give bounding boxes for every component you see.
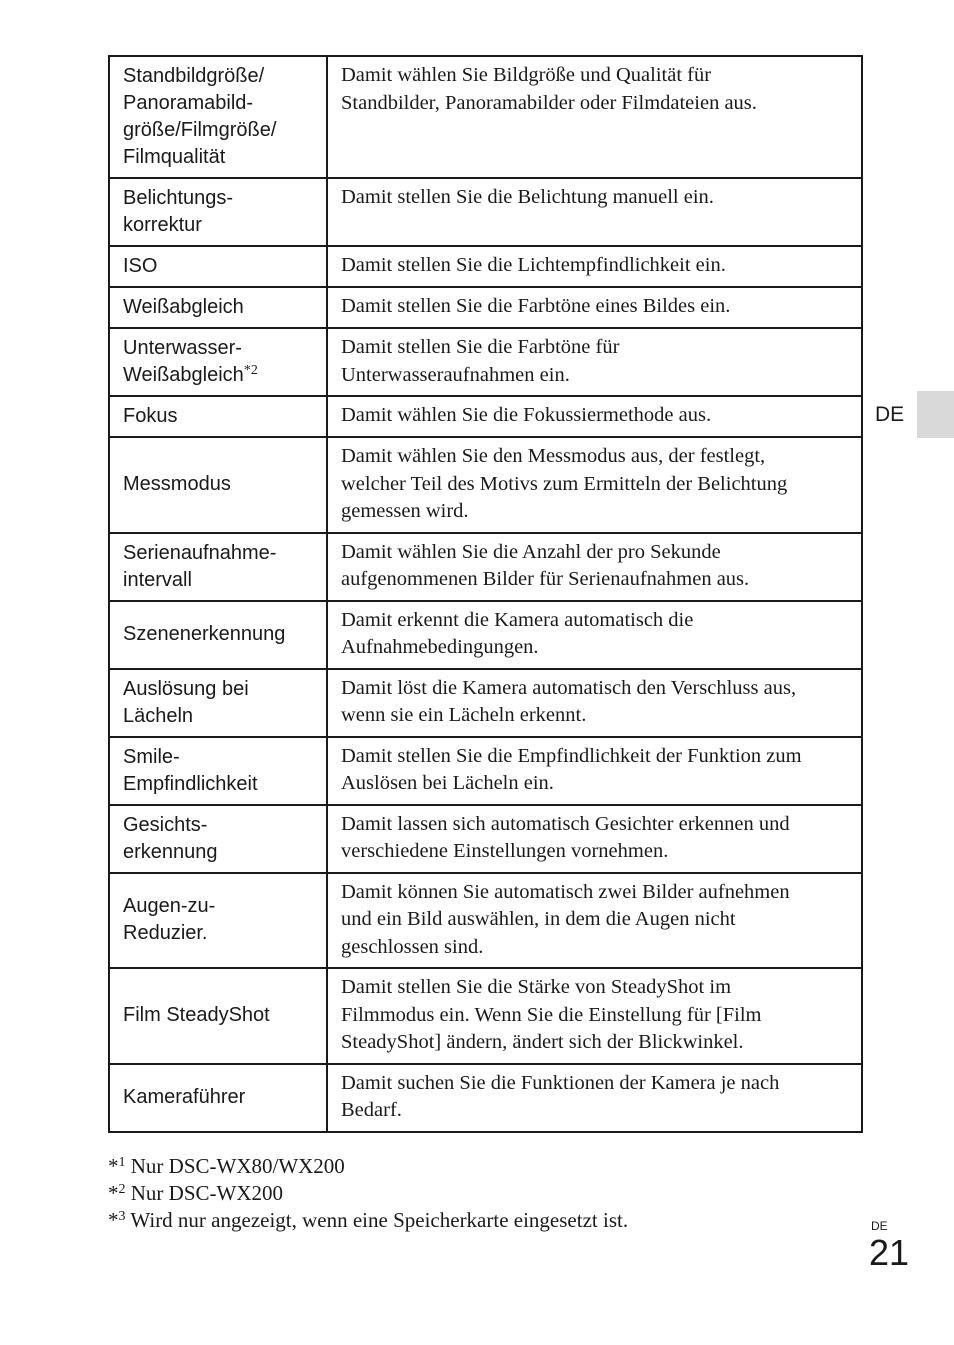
setting-name-line: intervall xyxy=(123,568,192,591)
settings-row xyxy=(109,805,862,873)
footnote-1 xyxy=(108,1153,628,1180)
settings-row xyxy=(109,533,862,601)
setting-name-line: Gesichts- xyxy=(123,813,208,836)
footnote-2 xyxy=(108,1180,628,1207)
footnote-text: Nur DSC-WX200 xyxy=(130,1181,283,1205)
setting-name xyxy=(109,246,327,287)
setting-description-line: aufgenommenen Bilder für Serienaufnahmen aus. xyxy=(341,568,750,590)
setting-name-line: Kameraführer xyxy=(123,1086,246,1108)
setting-name-line: Serienaufnahme- xyxy=(123,541,277,564)
setting-name-line: Reduzier. xyxy=(123,922,208,945)
settings-row xyxy=(109,968,862,1064)
setting-description-line: Damit löst die Kamera automatisch den Verschluss aus, xyxy=(341,676,797,699)
settings-row xyxy=(109,396,862,437)
setting-name-line: Panoramabild- xyxy=(123,92,254,114)
setting-name-line: Belichtungs- xyxy=(123,187,234,209)
setting-description-line: Damit können Sie automatisch zwei Bilder aufnehmen xyxy=(341,880,790,903)
setting-description-line: Damit stellen Sie die Farbtöne eines Bildes ein. xyxy=(341,295,731,317)
setting-description-line: Damit stellen Sie die Lichtempfindlichkeit ein. xyxy=(341,254,726,276)
setting-name-line: Szenenerkennung xyxy=(123,623,286,645)
setting-name xyxy=(109,287,327,328)
setting-name xyxy=(109,737,327,805)
setting-name-line: Weißabgleich xyxy=(123,364,244,386)
setting-description-line: SteadyShot] ändern, ändert sich der Blickwinkel. xyxy=(341,1031,744,1053)
settings-row xyxy=(109,1064,862,1132)
footnotes xyxy=(108,1153,628,1234)
setting-description-line: Unterwasseraufnahmen ein. xyxy=(341,363,570,386)
setting-description-line: Damit lassen sich automatisch Gesichter erkennen und xyxy=(341,812,790,835)
setting-name xyxy=(109,56,327,178)
settings-row xyxy=(109,437,862,533)
setting-description-line: Damit stellen Sie die Farbtöne für xyxy=(341,336,620,358)
footnote-text: Wird nur angezeigt, wenn eine Speicherkarte eingesetzt ist. xyxy=(130,1208,629,1232)
setting-name xyxy=(109,396,327,437)
setting-name-line: Filmqualität xyxy=(123,146,226,168)
settings-row xyxy=(109,246,862,287)
setting-name-line: Film SteadyShot xyxy=(123,1004,270,1027)
setting-name-line: größe/Filmgröße/ xyxy=(123,119,277,141)
setting-description xyxy=(327,287,862,328)
setting-description-line: und ein Bild auswählen, in dem die Augen nicht xyxy=(341,908,736,930)
settings-row xyxy=(109,56,862,178)
setting-description xyxy=(327,246,862,287)
setting-description-line: Damit wählen Sie Bildgröße und Qualität für xyxy=(341,64,712,86)
setting-name-line: erkennung xyxy=(123,840,218,863)
settings-row xyxy=(109,287,862,328)
setting-name xyxy=(109,437,327,533)
setting-description-line: Damit wählen Sie den Messmodus aus, der festlegt, xyxy=(341,445,766,467)
footnote-marker: *$^1$ xyxy=(108,1154,126,1178)
setting-description xyxy=(327,328,862,396)
language-side-tab xyxy=(917,391,954,438)
setting-description-line: Damit stellen Sie die Empfindlichkeit der Funktion zum xyxy=(341,744,802,767)
setting-name-line: Standbildgröße/ xyxy=(123,65,265,87)
setting-name xyxy=(109,873,327,969)
setting-name-line: ISO xyxy=(123,255,158,277)
footnote-3 xyxy=(108,1207,628,1234)
setting-name xyxy=(109,968,327,1064)
setting-description-line: welcher Teil des Motivs zum Ermitteln der Belichtung xyxy=(341,472,788,495)
settings-table-body xyxy=(109,56,862,1132)
setting-name-line: Augen-zu- xyxy=(123,895,216,918)
setting-description-line: Damit stellen Sie die Belichtung manuell ein. xyxy=(341,186,714,208)
setting-name-line: Messmodus xyxy=(123,473,231,496)
page-number: 21 xyxy=(869,1232,910,1273)
setting-name-line: Smile- xyxy=(123,745,180,768)
setting-description xyxy=(327,56,862,178)
setting-description-line: gemessen wird. xyxy=(341,500,469,522)
setting-name-line: Weißabgleich xyxy=(123,296,244,318)
setting-name xyxy=(109,669,327,737)
setting-description xyxy=(327,437,862,533)
setting-description xyxy=(327,601,862,669)
settings-row xyxy=(109,737,862,805)
setting-description-line: geschlossen sind. xyxy=(341,935,484,958)
settings-table xyxy=(108,55,863,1133)
setting-name xyxy=(109,328,327,396)
page-language-label: DE xyxy=(871,1219,888,1233)
setting-description xyxy=(327,1064,862,1132)
setting-description-line: Damit wählen Sie die Anzahl der pro Sekunde xyxy=(341,540,721,563)
setting-description xyxy=(327,805,862,873)
setting-description-line: Standbilder, Panoramabilder oder Filmdateien aus. xyxy=(341,91,757,114)
setting-description xyxy=(327,533,862,601)
setting-description-line: Damit erkennt die Kamera automatisch die xyxy=(341,608,694,631)
settings-row xyxy=(109,669,862,737)
setting-name-line: Fokus xyxy=(123,405,178,427)
setting-description xyxy=(327,873,862,969)
setting-description xyxy=(327,178,862,246)
setting-description-line: Damit wählen Sie die Fokussiermethode aus. xyxy=(341,404,712,426)
settings-row xyxy=(109,601,862,669)
setting-description xyxy=(327,968,862,1064)
setting-name-line: korrektur xyxy=(123,214,202,236)
setting-name xyxy=(109,805,327,873)
setting-description xyxy=(327,396,862,437)
setting-name-line: Lächeln xyxy=(123,704,194,727)
setting-name-line: Unterwasser- xyxy=(123,337,242,359)
setting-description xyxy=(327,669,862,737)
setting-description xyxy=(327,737,862,805)
settings-row xyxy=(109,178,862,246)
setting-name xyxy=(109,178,327,246)
footnote-text: Nur DSC-WX80/WX200 xyxy=(130,1154,345,1178)
setting-description-line: Auslösen bei Lächeln ein. xyxy=(341,772,554,794)
setting-name xyxy=(109,601,327,669)
setting-name-line: Empfindlichkeit xyxy=(123,772,258,795)
setting-description-line: Damit suchen Sie die Funktionen der Kamera je nach xyxy=(341,1071,780,1094)
setting-description-line: Aufnahmebedingungen. xyxy=(341,636,539,658)
setting-description-line: Damit stellen Sie die Stärke von SteadyShot im xyxy=(341,976,732,998)
settings-row xyxy=(109,328,862,396)
settings-row xyxy=(109,873,862,969)
setting-description-line: verschiedene Einstellungen vornehmen. xyxy=(341,840,669,862)
setting-description-line: wenn sie ein Lächeln erkennt. xyxy=(341,704,587,726)
footnote-marker: *$^2$ xyxy=(108,1181,126,1205)
footnote-marker: *$^3$ xyxy=(108,1208,126,1232)
setting-description-line: Bedarf. xyxy=(341,1099,402,1121)
footnote-reference: *2 xyxy=(243,363,258,378)
setting-name xyxy=(109,533,327,601)
setting-name-line: Auslösung bei xyxy=(123,677,249,700)
setting-name xyxy=(109,1064,327,1132)
setting-description-line: Filmmodus ein. Wenn Sie die Einstellung für [Film xyxy=(341,1003,762,1026)
language-tab-label: DE xyxy=(875,403,905,426)
